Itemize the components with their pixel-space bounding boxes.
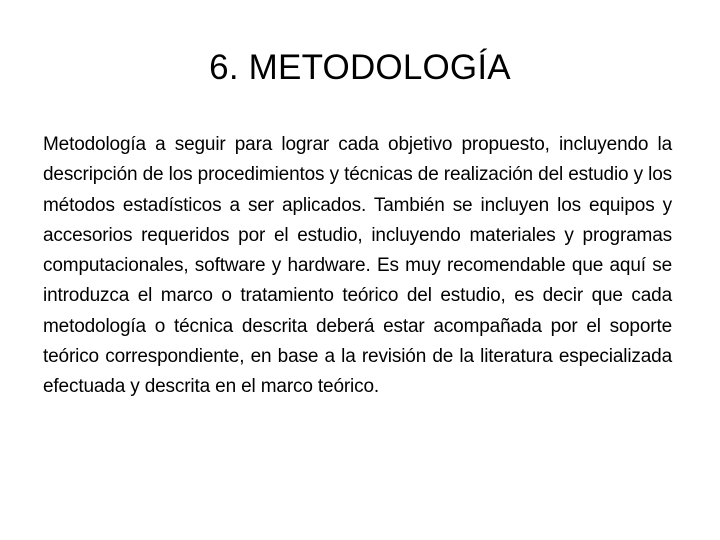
slide-title: 6. METODOLOGÍA: [209, 48, 511, 87]
slide-body-text: Metodología a seguir para lograr cada objetivo propuesto, incluyendo la descripción de los procedimientos y técnicas de realización del estudio y los métodos estadísticos a ser aplicados. También se incluyen los equipos y accesorios requeridos por el estudio, incluyendo materiales y programas computacionales, software y hardware. Es muy recomendable que aquí se introduzca el marco o tratamiento teórico del estudio, es decir que cada metodología o técnica descrita deberá estar acompañada por el soporte teórico correspondiente, en base a la revisión de la literatura especializada efectuada y descrita en el marco teórico.: [43, 134, 672, 398]
